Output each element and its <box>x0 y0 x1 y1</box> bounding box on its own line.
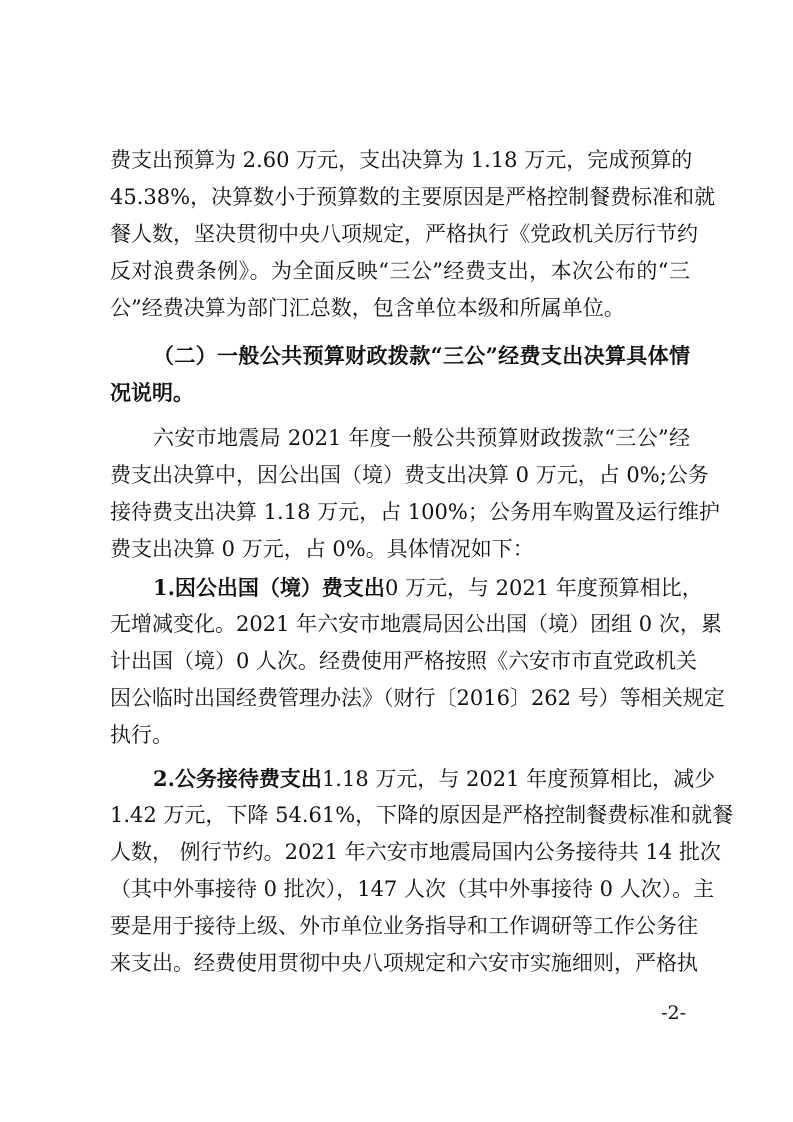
body-line: 要是用于接待上级、外市单位业务指导和工作调研等工作公务往 <box>110 914 698 938</box>
body-line: 人数， 例行节约。2021 年六安市地震局国内公务接待共 14 批次 <box>110 840 721 864</box>
body-line: 45.38%，决算数小于预算数的主要原因是严格控制餐费标准和就 <box>110 185 716 209</box>
subsection-text: 0 万元，与 2021 年度预算相比， <box>384 576 703 600</box>
subsection-line <box>153 575 703 600</box>
section-heading: 况说明。 <box>110 380 194 405</box>
subsection-text: 1.18 万元，与 2021 年度预算相比，减少 <box>321 767 716 791</box>
body-line: 费支出决算中，因公出国（境）费支出决算 0 万元，占 0%;公务 <box>110 463 709 487</box>
section-heading: （二）一般公共预算财政拨款“三公”经费支出决算具体情 <box>153 343 690 368</box>
body-line: 餐人数，坚决贯彻中央八项规定，严格执行《党政机关厉行节约 <box>110 222 698 246</box>
body-line: 费支出预算为 2.60 万元，支出决算为 1.18 万元，完成预算的 <box>110 148 693 172</box>
subsection-line <box>153 766 716 791</box>
body-line: 接待费支出决算 1.18 万元，占 100%；公务用车购置及运行维护 <box>110 500 720 524</box>
body-line: 无增减变化。2021 年六安市地震局因公出国（境）团组 0 次，累 <box>110 612 722 636</box>
subsection-title: 1.因公出国（境）费支出 <box>153 575 385 600</box>
body-line: 计出国（境）0 人次。经费使用严格按照《六安市市直党政机关 <box>110 649 698 673</box>
body-line: 因公临时出国经费管理办法》（财行〔2016〕262 号）等相关规定 <box>110 686 725 710</box>
body-line: 反对浪费条例》。为全面反映“三公”经费支出，本次公布的“三 <box>110 259 690 283</box>
body-line: 公”经费决算为部门汇总数，包含单位本级和所属单位。 <box>110 296 625 320</box>
body-line: 六安市地震局 2021 年度一般公共预算财政拨款“三公”经 <box>153 426 690 450</box>
body-line: 来支出。经费使用贯彻中央八项规定和六安市实施细则，严格执 <box>110 951 698 975</box>
body-line: 1.42 万元，下降 54.61%，下降的原因是严格控制餐费标准和就餐 <box>110 803 734 827</box>
body-line: 费支出决算 0 万元，占 0%。具体情况如下： <box>110 537 534 561</box>
page-number: -2- <box>661 1002 686 1024</box>
subsection-title: 2.公务接待费支出 <box>153 766 322 791</box>
body-line: 执行。 <box>110 723 173 747</box>
body-line: （其中外事接待 0 批次），147 人次（其中外事接待 0 人次）。主 <box>110 877 715 901</box>
